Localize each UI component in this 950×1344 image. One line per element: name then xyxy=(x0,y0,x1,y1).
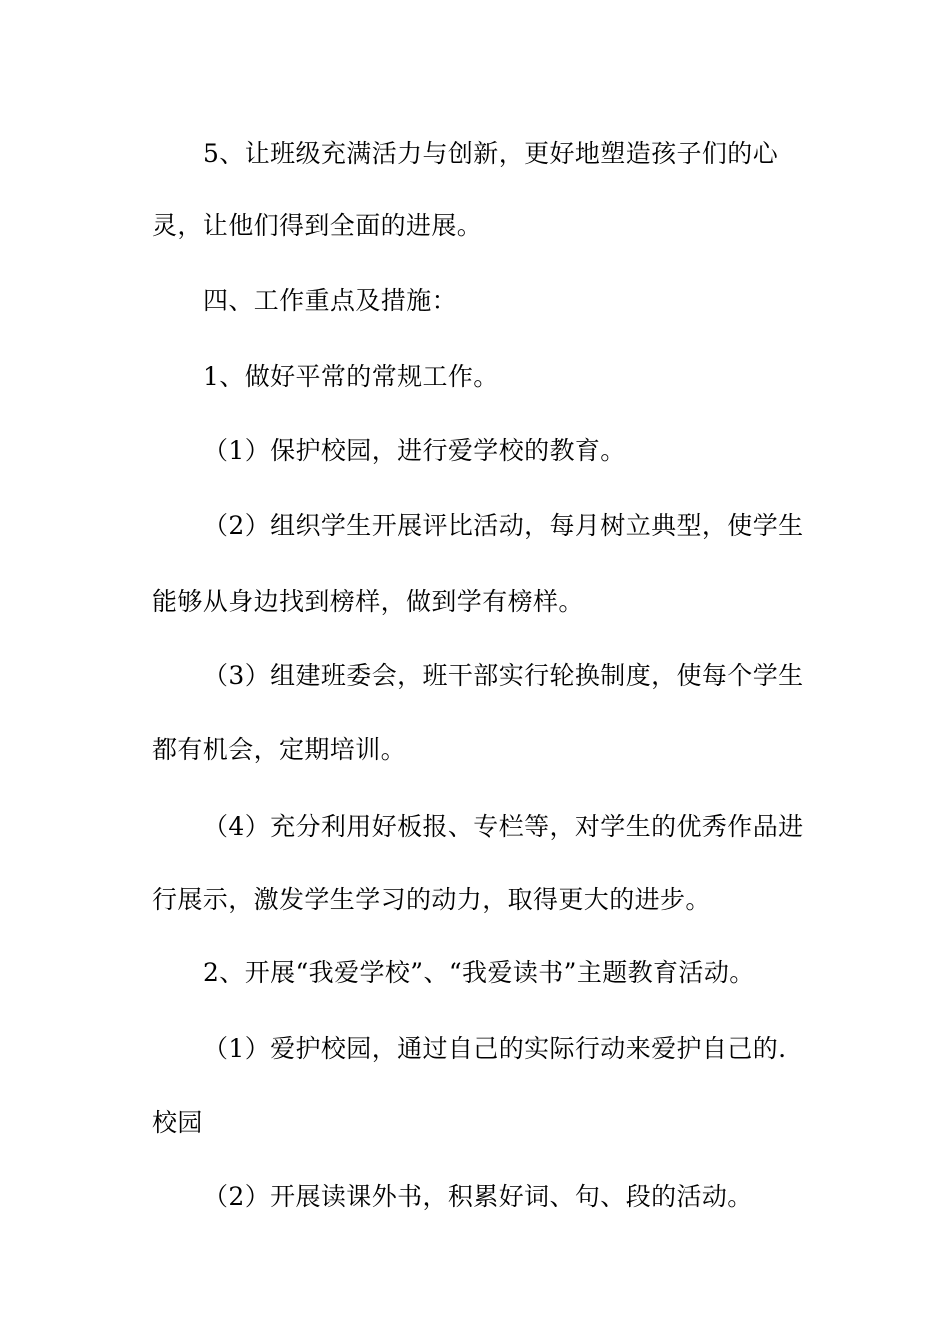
text-line: 都有机会，定期培训。 xyxy=(152,735,407,764)
text-line: （2）开展读课外书，积累好词、句、段的活动。 xyxy=(203,1182,753,1211)
text-line: （4）充分利用好板报、专栏等，对学生的优秀作品进 xyxy=(203,812,804,841)
text-line: 校园 xyxy=(152,1108,203,1137)
section-heading: 四、工作重点及措施： xyxy=(203,286,458,315)
text-line: 2、开展“我爱学校”、“我爱读书”主题教育活动。 xyxy=(203,958,755,987)
text-line: 行展示，激发学生学习的动力，取得更大的进步。 xyxy=(152,885,711,914)
text-line: 灵，让他们得到全面的进展。 xyxy=(152,211,483,240)
text-line: （1）爱护校园，通过自己的实际行动来爱护自己的. xyxy=(203,1034,787,1063)
text-line: （1）保护校园，进行爱学校的教育。 xyxy=(203,436,626,465)
text-line: 1、做好平常的常规工作。 xyxy=(203,362,499,391)
text-line: 5、让班级充满活力与创新，更好地塑造孩子们的心 xyxy=(203,139,779,168)
text-line: （2）组织学生开展评比活动，每月树立典型，使学生 xyxy=(203,511,804,540)
text-line: （3）组建班委会，班干部实行轮换制度，使每个学生 xyxy=(203,661,804,690)
text-line: 能够从身边找到榜样，做到学有榜样。 xyxy=(152,587,584,616)
